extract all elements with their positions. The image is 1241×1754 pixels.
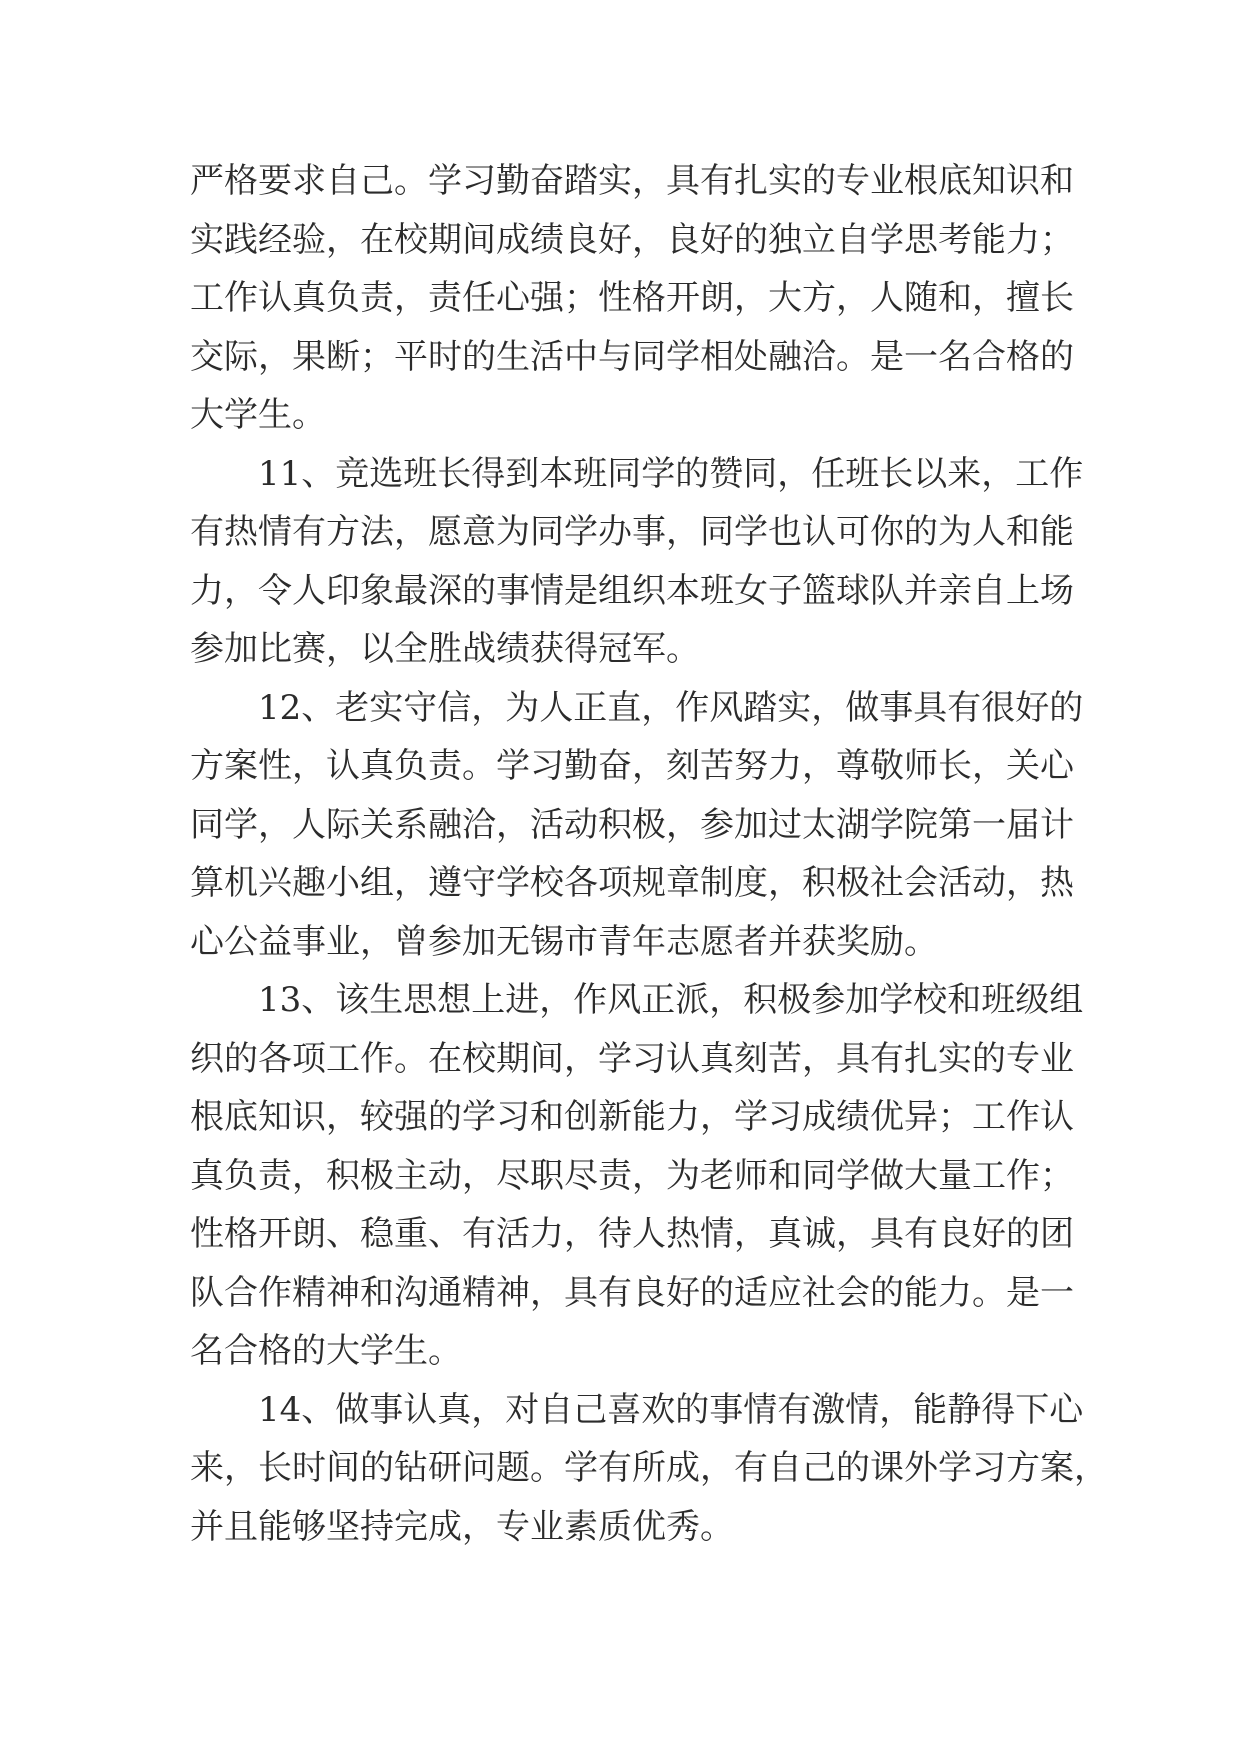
text-line: 实践经验，在校期间成绩良好，良好的独立自学思考能力； xyxy=(190,219,1074,260)
text-line: 13、该生思想上进，作风正派，积极参加学校和班级组 xyxy=(258,980,1084,1020)
text-line: 心公益事业，曾参加无锡市青年志愿者并获奖励。 xyxy=(190,921,938,962)
text-line: 力，令人印象最深的事情是组织本班女子篮球队并亲自上场 xyxy=(190,570,1074,611)
text-line: 队合作精神和沟通精神，具有良好的适应社会的能力。是一 xyxy=(190,1272,1074,1313)
text-line: 织的各项工作。在校期间，学习认真刻苦，具有扎实的专业 xyxy=(190,1038,1074,1079)
text-line: 大学生。 xyxy=(190,395,326,435)
text-line: 工作认真负责，责任心强；性格开朗，大方，人随和，擅长 xyxy=(190,278,1074,318)
text-line: 严格要求自己。学习勤奋踏实，具有扎实的专业根底知识和 xyxy=(190,161,1074,201)
paragraph-11 xyxy=(190,445,1084,679)
text-line: 14、做事认真，对自己喜欢的事情有激情，能静得下心 xyxy=(258,1389,1084,1430)
text-line: 11、竞选班长得到本班同学的赞同，任班长以来，工作 xyxy=(258,453,1084,494)
paragraph-14 xyxy=(190,1381,1108,1557)
text-line: 有热情有方法，愿意为同学办事，同学也认可你的为人和能 xyxy=(190,512,1074,552)
text-line: 真负责，积极主动，尽职尽责，为老师和同学做大量工作； xyxy=(190,1155,1074,1196)
text-line: 交际，果断；平时的生活中与同学相处融洽。是一名合格的 xyxy=(190,336,1074,377)
text-line: 方案性，认真负责。学习勤奋，刻苦努力，尊敬师长，关心 xyxy=(190,746,1074,786)
text-line: 12、老实守信，为人正直，作风踏实，做事具有很好的 xyxy=(258,687,1084,728)
text-line: 并且能够坚持完成，专业素质优秀。 xyxy=(190,1506,734,1547)
text-line: 算机兴趣小组，遵守学校各项规章制度，积极社会活动，热 xyxy=(190,863,1074,903)
text-line: 参加比赛，以全胜战绩获得冠军。 xyxy=(190,629,700,669)
text-line: 来，长时间的钻研问题。学有所成，有自己的课外学习方案， xyxy=(190,1448,1108,1488)
paragraph-12 xyxy=(190,679,1084,972)
text-line: 同学，人际关系融洽，活动积极，参加过太湖学院第一届计 xyxy=(190,804,1074,845)
text-line: 根底知识，较强的学习和创新能力，学习成绩优异；工作认 xyxy=(190,1097,1074,1137)
document-body xyxy=(190,152,1108,1556)
paragraph-13 xyxy=(190,971,1084,1381)
text-line: 性格开朗、稳重、有活力，待人热情，真诚，具有良好的团 xyxy=(190,1214,1074,1254)
paragraph-continued xyxy=(190,152,1074,445)
text-line: 名合格的大学生。 xyxy=(190,1331,462,1371)
